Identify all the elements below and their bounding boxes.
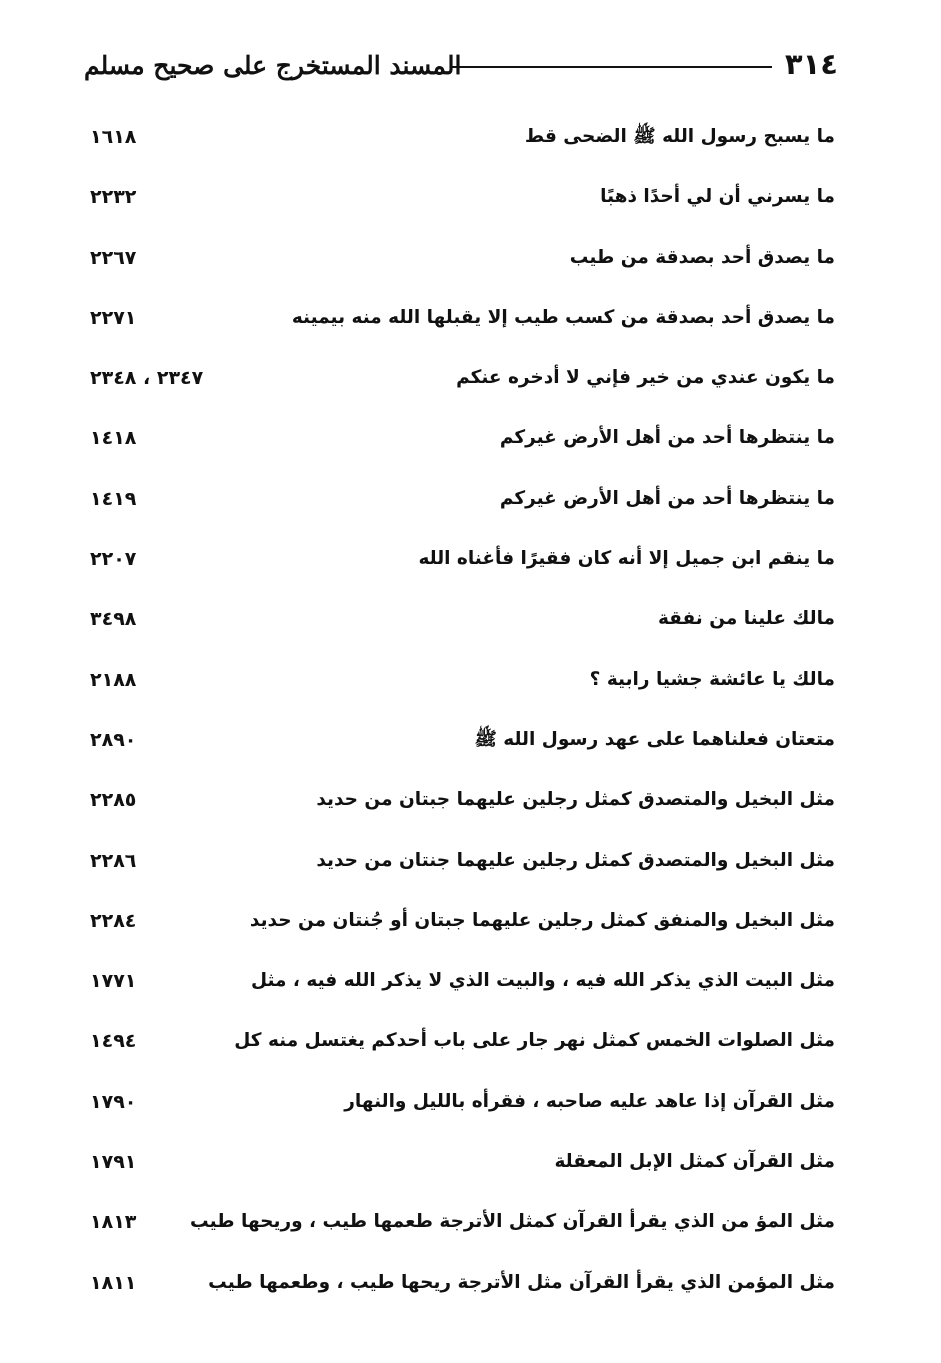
entry-refs: ٢٨٩٠ xyxy=(90,728,137,751)
index-entry xyxy=(0,651,941,711)
entry-text: ما يصدق أحد بصدقة من كسب طيب إلا يقبلها الله منه بيمينه xyxy=(291,306,835,328)
entry-text: مثل البخيل والمتصدق كمثل رجلين عليهما جنتان من حديد xyxy=(316,849,835,871)
entry-text: مالك يا عائشة جشيا رابية ؟ xyxy=(589,668,835,690)
index-entry xyxy=(0,1073,941,1133)
index-entry xyxy=(0,530,941,590)
entry-text: مثل البخيل والمنفق كمثل رجلين عليهما جبتان أو جُنتان من حديد xyxy=(249,909,835,931)
index-entry xyxy=(0,1133,941,1193)
entry-text: مثل القرآن إذا عاهد عليه صاحبه ، فقرأه بالليل والنهار xyxy=(344,1090,835,1112)
entry-refs: ٢٢٠٧ xyxy=(90,548,137,571)
entry-text: متعتان فعلناهما على عهد رسول الله ﷺ xyxy=(474,728,835,750)
page-header xyxy=(78,44,838,94)
entry-refs: ٢٢٨٤ xyxy=(90,909,137,932)
entry-text: ما ينتظرها أحد من أهل الأرض غيركم xyxy=(499,487,835,509)
index-entry xyxy=(0,409,941,469)
entry-text: ما يكون عندي من خير فإني لا أدخره عنكم xyxy=(456,367,835,389)
entry-text: ما يصدق أحد بصدقة من طيب xyxy=(569,246,835,268)
entry-refs: ٢٢٦٧ xyxy=(90,246,137,269)
entry-text: مالك علينا من نفقة xyxy=(657,608,835,630)
entry-refs: ١٨١٣ xyxy=(90,1211,137,1234)
entry-text: ما يسرني أن لي أحدًا ذهبًا xyxy=(600,186,835,208)
entry-refs: ٢٣٤٧ ، ٢٣٤٨ xyxy=(90,367,204,390)
index-entry xyxy=(0,1012,941,1072)
entry-text: ما ينتظرها أحد من أهل الأرض غيركم xyxy=(499,427,835,449)
entry-refs: ١٤١٩ xyxy=(90,487,137,510)
entry-text: مثل المؤمن الذي يقرأ القرآن مثل الأترجة ريحها طيب ، وطعمها طيب xyxy=(208,1271,835,1293)
entry-refs: ١٤٩٤ xyxy=(90,1030,137,1053)
index-entry xyxy=(0,168,941,228)
entry-refs: ١٤١٨ xyxy=(90,427,137,450)
index-list xyxy=(0,108,941,1314)
entry-text: مثل المؤ من الذي يقرأ القرآن كمثل الأترجة طعمها طيب ، وريحها طيب xyxy=(190,1211,835,1233)
index-entry xyxy=(0,470,941,530)
index-entry xyxy=(0,108,941,168)
index-entry xyxy=(0,892,941,952)
entry-refs: ٢١٨٨ xyxy=(90,668,137,691)
entry-refs: ١٧٩٠ xyxy=(90,1090,137,1113)
page-number: ٣١٤ xyxy=(784,47,838,81)
header-rule xyxy=(450,66,772,68)
entry-refs: ٢٢٣٢ xyxy=(90,186,137,209)
index-entry xyxy=(0,771,941,831)
entry-text: مثل الصلوات الخمس كمثل نهر جار على باب أحدكم يغتسل منه كل xyxy=(234,1030,835,1052)
entry-refs: ٣٤٩٨ xyxy=(90,608,137,631)
entry-refs: ٢٢٨٦ xyxy=(90,849,137,872)
entry-text: مثل البخيل والمتصدق كمثل رجلين عليهما جبتان من حديد xyxy=(316,789,835,811)
index-entry xyxy=(0,1254,941,1314)
entry-refs: ١٧٧١ xyxy=(90,970,137,993)
index-entry xyxy=(0,349,941,409)
entry-text: مثل القرآن كمثل الإبل المعقلة xyxy=(554,1151,835,1173)
entry-text: ما يسبح رسول الله ﷺ الضحى قط xyxy=(524,126,835,147)
index-entry xyxy=(0,711,941,771)
index-entry xyxy=(0,229,941,289)
entry-text: مثل البيت الذي يذكر الله فيه ، والبيت الذي لا يذكر الله فيه ، مثل xyxy=(250,970,835,992)
entry-refs: ٢٢٧١ xyxy=(90,306,137,329)
index-entry xyxy=(0,289,941,349)
entry-refs: ١٧٩١ xyxy=(90,1151,137,1174)
entry-refs: ١٦١٨ xyxy=(90,126,137,148)
running-title: المسند المستخرج على صحيح مسلم xyxy=(84,51,462,80)
entry-refs: ٢٢٨٥ xyxy=(90,789,137,812)
index-entry xyxy=(0,1193,941,1253)
entry-text: ما ينقم ابن جميل إلا أنه كان فقيرًا فأغناه الله xyxy=(418,548,835,570)
index-entry xyxy=(0,590,941,650)
index-entry xyxy=(0,832,941,892)
index-entry xyxy=(0,952,941,1012)
entry-refs: ١٨١١ xyxy=(90,1271,137,1294)
